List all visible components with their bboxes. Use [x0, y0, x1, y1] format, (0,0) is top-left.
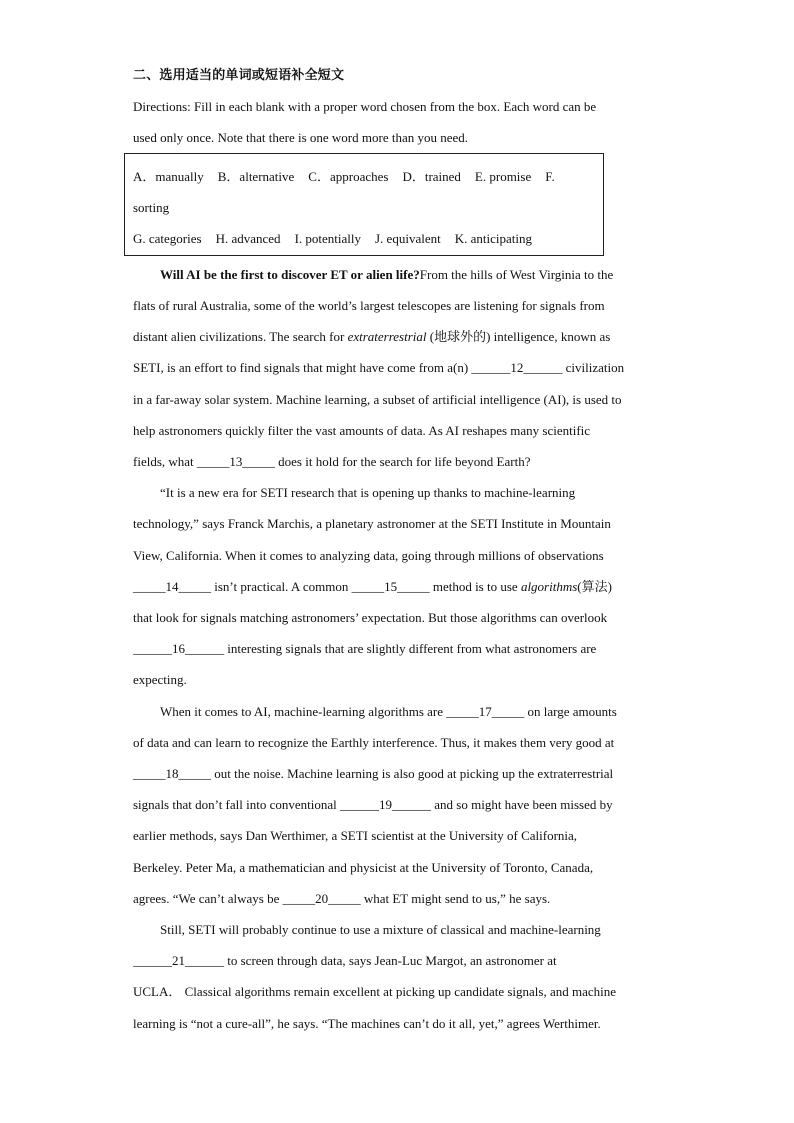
blank-14[interactable]: _____14_____: [133, 579, 211, 594]
option-h: H. advanced: [215, 231, 281, 246]
blank-13[interactable]: _____13_____: [196, 454, 275, 469]
section-title: 二、选用适当的单词或短语补全短文: [133, 68, 345, 83]
option-a: A．manually: [133, 169, 204, 184]
p2-line-2: technology,” says Franck Marchis, a planetary astronomer at the SETI Institute in Mountain: [133, 516, 611, 531]
option-g: G. categories: [133, 231, 202, 246]
blank-15[interactable]: _____15_____: [351, 579, 430, 594]
article-heading: Will AI be the first to discover ET or alien life?: [160, 267, 420, 282]
option-k: K. anticipating: [454, 231, 532, 246]
p1-line-7: fields, what _____13_____ does it hold for the search for life beyond Earth?: [133, 454, 531, 469]
p1-line-3: distant alien civilizations. The search for extraterrestrial (地球外的) intelligence, known as: [133, 329, 611, 344]
word-bank-box: [124, 153, 604, 256]
p3-line-1: When it comes to AI, machine-learning algorithms are _____17_____ on large amounts: [160, 704, 617, 719]
p1-line-4: SETI, is an effort to find signals that might have come from a(n) ______12______ civilization: [133, 360, 625, 375]
p2-line-1: “It is a new era for SETI research that is opening up thanks to machine-learning: [160, 485, 576, 500]
option-i: I. potentially: [294, 231, 361, 246]
blank-20[interactable]: _____20_____: [282, 891, 361, 906]
directions-line-1: Directions: Fill in each blank with a proper word chosen from the box. Each word can be: [133, 99, 597, 114]
word-bank-row-3: [133, 231, 532, 247]
word-bank-row-2: [133, 200, 169, 216]
blank-18[interactable]: _____18_____: [133, 766, 211, 781]
p1-line-1: Will AI be the first to discover ET or alien life?From the hills of West Virginia to the: [160, 267, 614, 282]
p2-line-7: expecting.: [133, 672, 187, 687]
option-f-word: sorting: [133, 200, 170, 215]
directions-line-2: used only once. Note that there is one word more than you need.: [133, 130, 469, 145]
p2-line-3: View, California. When it comes to analyzing data, going through millions of observations: [133, 548, 604, 563]
option-e: E. promise: [474, 169, 532, 184]
option-f-letter: F.: [545, 169, 555, 184]
option-b: B．alternative: [217, 169, 295, 184]
p4-line-3: UCLA． Classical algorithms remain excellent at picking up candidate signals, and machine: [133, 984, 617, 999]
word-bank-row-1: [133, 169, 555, 185]
option-j: J. equivalent: [375, 231, 441, 246]
p3-line-6: Berkeley. Peter Ma, a mathematician and physicist at the University of Toronto, Canada,: [133, 860, 594, 875]
p3-line-5: earlier methods, says Dan Werthimer, a SETI scientist at the University of California,: [133, 828, 578, 843]
p1-line-2: flats of rural Australia, some of the world’s largest telescopes are listening for signals from: [133, 298, 605, 313]
p4-line-2: ______21______ to screen through data, says Jean-Luc Margot, an astronomer at: [133, 953, 557, 968]
p3-line-4: signals that don’t fall into conventional ______19______ and so might have been missed by: [133, 797, 613, 812]
p3-line-7: agrees. “We can’t always be _____20_____ what ET might send to us,” he says.: [133, 891, 551, 906]
p4-line-4: learning is “not a cure-all”, he says. “The machines can’t do it all, yet,” agrees Werthimer.: [133, 1016, 601, 1031]
p3-line-3: _____18_____ out the noise. Machine learning is also good at picking up the extraterrestrial: [133, 766, 614, 781]
blank-12[interactable]: ______12______: [471, 360, 563, 375]
blank-21[interactable]: ______21______: [133, 953, 224, 968]
blank-16[interactable]: ______16______: [133, 641, 224, 656]
p1-line-5: in a far-away solar system. Machine learning, a subset of artificial intelligence (AI), is used to: [133, 392, 622, 407]
option-d: D．trained: [402, 169, 461, 184]
p2-line-4: _____14_____ isn’t practical. A common _____15_____ method is to use algorithms(算法): [133, 579, 612, 594]
blank-17[interactable]: _____17_____: [446, 704, 525, 719]
p3-line-2: of data and can learn to recognize the Earthly interference. Thus, it makes them very good at: [133, 735, 615, 750]
p2-line-5: that look for signals matching astronomers’ expectation. But those algorithms can overlook: [133, 610, 608, 625]
p1-line-6: help astronomers quickly filter the vast amounts of data. As AI reshapes many scientific: [133, 423, 591, 438]
blank-19[interactable]: ______19______: [340, 797, 432, 812]
p2-line-6: ______16______ interesting signals that are slightly different from what astronomers are: [133, 641, 597, 656]
option-c: C．approaches: [308, 169, 389, 184]
p4-line-1: Still, SETI will probably continue to use a mixture of classical and machine-learning: [160, 922, 601, 937]
